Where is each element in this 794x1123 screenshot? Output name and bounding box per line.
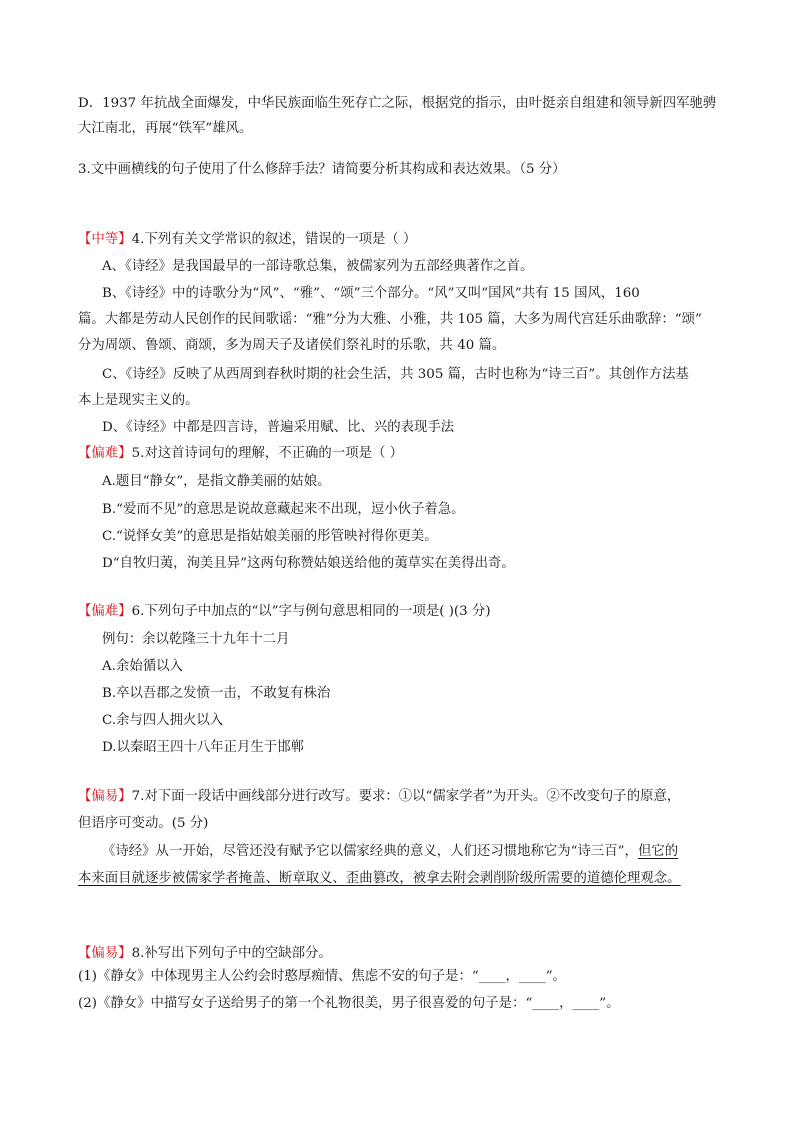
q8-stem-line: [78, 944, 332, 964]
q6-option-b: B.卒以吾郡之发愤一击，不敢复有株治: [102, 686, 331, 701]
difficulty-tag: 【中等】: [78, 232, 132, 247]
q4-option-b-line1: B、《诗经》中的诗歌分为“风”、“雅”、“颂”三个部分。“风”又叫“国风”共有 15 国风，160: [102, 286, 640, 301]
q6-stem: 6.下列句子中加点的“以”字与例句意思相同的一项是( )(3 分): [131, 604, 491, 619]
q6-option-d: D.以秦昭王四十八年正月生于邯郸: [102, 740, 304, 755]
q3-stem: 3.文中画横线的句子使用了什么修辞手法？请简要分析其构成和表达效果。（5 分）: [78, 162, 566, 177]
q5-option-c: C.“说怿女美”的意思是指姑娘美丽的彤管映衬得你更美。: [102, 529, 438, 544]
q7-passage-underlined-line2: 本来面目就逐步被儒家学者掩盖、断章取义、歪曲篡改，被拿去附会剥削阶级所需要的道德伦理观念。: [78, 871, 681, 886]
q7-stem-line1: [78, 787, 680, 807]
q5-stem: 5.对这首诗词句的理解，不正确的一项是（ ）: [131, 446, 404, 461]
q4-option-b-line3: 分为周颂、鲁颂、商颂，多为周天子及诸侯们祭礼时的乐歌，共 40 篇。: [78, 338, 506, 353]
difficulty-tag: 【偏易】: [78, 946, 132, 961]
q7-stem: 7.对下面一段话中画线部分进行改写。要求：①以“儒家学者”为开头。②不改变句子的原意，: [131, 789, 681, 804]
difficulty-tag: 【偏难】: [78, 604, 132, 619]
q4-stem-line: [78, 230, 416, 250]
q7-passage-underlined-start: 但它的: [637, 844, 679, 859]
q6-stem-line: [78, 602, 491, 622]
q8-stem: 8.补写出下列句子中的空缺部分。: [131, 946, 332, 961]
q5-stem-line: [78, 444, 403, 464]
difficulty-tag: 【偏难】: [78, 446, 132, 461]
q4-option-c-line1: C、《诗经》反映了从西周到春秋时期的社会生活，共 305 篇，古时也称为“诗三百”。其创作方法基: [102, 367, 689, 382]
difficulty-tag: 【偏易】: [78, 789, 132, 804]
q8-item-2: (2)《静女》中描写女子送给男子的第一个礼物很美，男子很喜爱的句子是：“____，____”。: [78, 996, 620, 1011]
q4-option-a: A、《诗经》是我国最早的一部诗歌总集，被儒家列为五部经典著作之首。: [102, 259, 534, 274]
q8-item-1: (1)《静女》中体现男主人公约会时憨厚痴情、焦虑不安的句子是：“____，____”。: [78, 969, 566, 984]
q2-option-d-line2: 大江南北，再展“铁军”雄风。: [78, 121, 253, 136]
q4-stem: 4.下列有关文学常识的叙述，错误的一项是（ ）: [131, 232, 417, 247]
q4-option-b-line2: 篇。大都是劳动人民创作的民间歌谣：“雅”分为大雅、小雅，共 105 篇，大多为周代宫廷乐曲歌辞：“颂”: [78, 312, 702, 327]
q7-passage-line1: [102, 842, 678, 862]
q5-option-b: B.“爱而不见”的意思是说故意藏起来不出现，逗小伙子着急。: [102, 502, 465, 517]
q6-option-c: C.余与四人拥火以入: [102, 713, 224, 728]
q6-option-a: A.余始循以入: [102, 659, 183, 674]
q7-stem-line2: 但语序可变动。(5 分): [78, 816, 209, 831]
q4-option-d: D、《诗经》中都是四言诗，普遍采用赋、比、兴的表现手法: [102, 420, 455, 435]
q4-option-c-line2: 本上是现实主义的。: [78, 393, 199, 408]
q5-option-d: D“自牧归荑，洵美且异”这两句称赞姑娘送给他的荑草实在美得出奇。: [102, 556, 515, 571]
q5-option-a: A.题目“静女”，是指文静美丽的姑娘。: [102, 474, 331, 489]
q6-example: 例句：余以乾隆三十九年十二月: [102, 632, 290, 647]
q2-option-d-line1: D．1937 年抗战全面爆发，中华民族面临生死存亡之际，根据党的指示，由叶挺亲自组建和领导新四军驰骋: [78, 96, 717, 111]
q7-passage-plain: 《诗经》从一开始，尽管还没有赋予它以儒家经典的意义，人们还习惯地称它为“诗三百”，: [102, 844, 638, 859]
